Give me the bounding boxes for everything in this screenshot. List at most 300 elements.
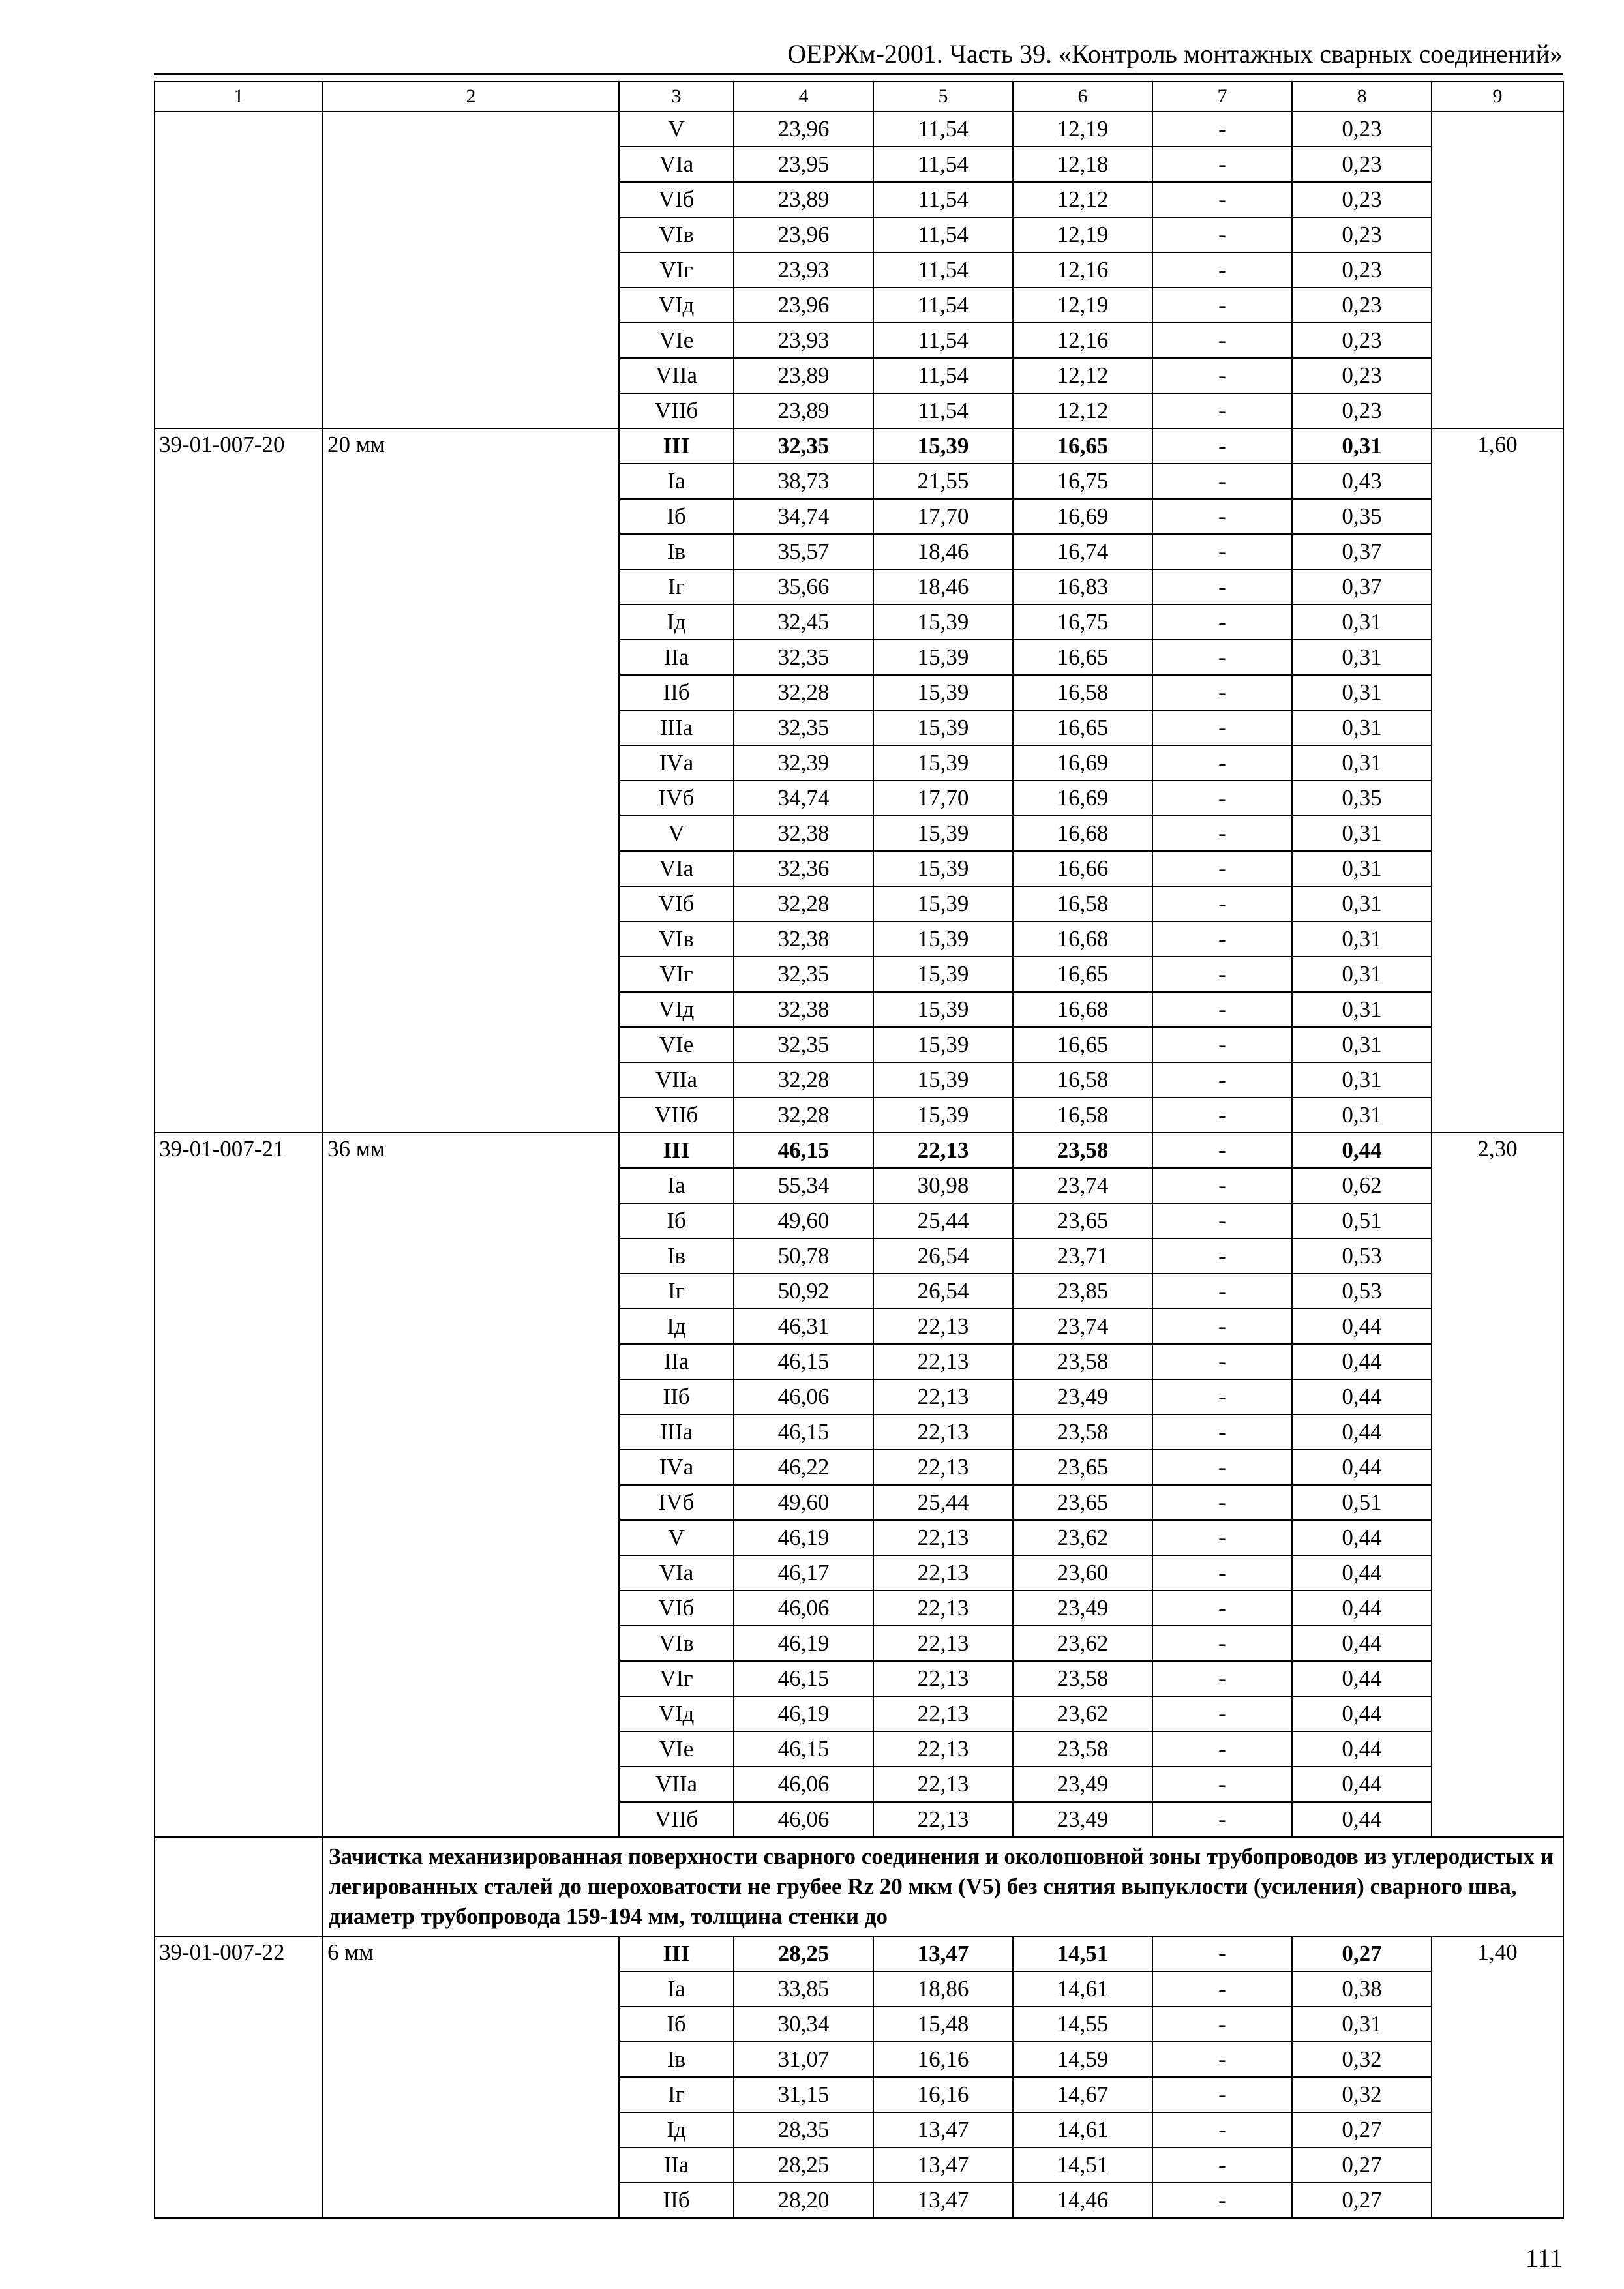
value-cell: Iг xyxy=(619,2077,734,2112)
value-cell: 12,12 xyxy=(1013,182,1152,217)
value-cell: VIе xyxy=(619,1731,734,1767)
value-cell: 46,15 xyxy=(734,1344,873,1379)
code-cell xyxy=(155,992,323,1027)
value-cell: 12,19 xyxy=(1013,112,1152,147)
value-cell: 0,31 xyxy=(1292,886,1432,921)
col9-cell xyxy=(1432,147,1563,182)
value-cell: - xyxy=(1152,1971,1292,2007)
value-cell: 16,65 xyxy=(1013,428,1152,464)
value-cell: 22,13 xyxy=(873,1802,1013,1837)
desc-cell xyxy=(323,393,619,428)
table-row xyxy=(155,605,1563,640)
value-cell: - xyxy=(1152,1450,1292,1485)
table-row xyxy=(155,217,1563,252)
value-cell: 35,57 xyxy=(734,534,873,569)
table-row xyxy=(155,569,1563,605)
table-row xyxy=(155,1555,1563,1591)
value-cell: - xyxy=(1152,992,1292,1027)
value-cell: 15,39 xyxy=(873,710,1013,745)
code-cell xyxy=(155,1274,323,1309)
code-cell xyxy=(155,182,323,217)
desc-cell xyxy=(323,147,619,182)
code-cell xyxy=(155,2042,323,2077)
desc-cell xyxy=(323,288,619,323)
value-cell: 0,37 xyxy=(1292,534,1432,569)
value-cell: - xyxy=(1152,217,1292,252)
code-cell xyxy=(155,1626,323,1661)
value-cell: 0,23 xyxy=(1292,147,1432,182)
value-cell: IVб xyxy=(619,781,734,816)
value-cell: 31,15 xyxy=(734,2077,873,2112)
value-cell: - xyxy=(1152,1661,1292,1696)
value-cell: IVа xyxy=(619,745,734,781)
code-cell xyxy=(155,534,323,569)
desc-cell xyxy=(323,1520,619,1555)
code-cell xyxy=(155,1591,323,1626)
value-cell: 0,23 xyxy=(1292,323,1432,358)
col9-cell xyxy=(1432,1450,1563,1485)
value-cell: VIв xyxy=(619,1626,734,1661)
value-cell: 21,55 xyxy=(873,464,1013,499)
value-cell: 0,31 xyxy=(1292,640,1432,675)
value-cell: - xyxy=(1152,428,1292,464)
col9-cell xyxy=(1432,1696,1563,1731)
col9-cell xyxy=(1432,1168,1563,1203)
value-cell: 22,13 xyxy=(873,1344,1013,1379)
col9-cell xyxy=(1432,2007,1563,2042)
value-cell: 22,13 xyxy=(873,1731,1013,1767)
code-cell xyxy=(155,781,323,816)
value-cell: 23,49 xyxy=(1013,1802,1152,1837)
table-row xyxy=(155,1802,1563,1837)
value-cell: 12,18 xyxy=(1013,147,1152,182)
value-cell: 0,23 xyxy=(1292,112,1432,147)
value-cell: VIг xyxy=(619,957,734,992)
code-cell xyxy=(155,675,323,710)
value-cell: 0,35 xyxy=(1292,499,1432,534)
value-cell: Iг xyxy=(619,569,734,605)
value-cell: 13,47 xyxy=(873,2147,1013,2183)
value-cell: 26,54 xyxy=(873,1238,1013,1274)
value-cell: V xyxy=(619,112,734,147)
value-cell: 49,60 xyxy=(734,1203,873,1238)
desc-cell xyxy=(323,2077,619,2112)
value-cell: 12,12 xyxy=(1013,358,1152,393)
desc-cell xyxy=(323,710,619,745)
value-cell: 15,39 xyxy=(873,851,1013,886)
col9-cell xyxy=(1432,1661,1563,1696)
value-cell: - xyxy=(1152,534,1292,569)
value-cell: 23,65 xyxy=(1013,1203,1152,1238)
column-number: 5 xyxy=(873,82,1013,112)
value-cell: 0,31 xyxy=(1292,1062,1432,1098)
desc-cell xyxy=(323,992,619,1027)
table-row xyxy=(155,252,1563,288)
value-cell: 13,47 xyxy=(873,2112,1013,2147)
value-cell: VIа xyxy=(619,1555,734,1591)
col9-cell xyxy=(1432,1027,1563,1062)
code-cell xyxy=(155,1802,323,1837)
table-row xyxy=(155,1168,1563,1203)
value-cell: 32,45 xyxy=(734,605,873,640)
value-cell: VIIа xyxy=(619,1062,734,1098)
desc-cell xyxy=(323,851,619,886)
col9-cell xyxy=(1432,710,1563,745)
col9-cell xyxy=(1432,288,1563,323)
value-cell: 18,86 xyxy=(873,1971,1013,2007)
desc-cell xyxy=(323,464,619,499)
value-cell: 23,60 xyxy=(1013,1555,1152,1591)
table-row xyxy=(155,640,1563,675)
value-cell: 12,19 xyxy=(1013,288,1152,323)
value-cell: VIб xyxy=(619,182,734,217)
column-number: 3 xyxy=(619,82,734,112)
value-cell: 0,23 xyxy=(1292,288,1432,323)
table-row xyxy=(155,1971,1563,2007)
value-cell: VIIа xyxy=(619,1767,734,1802)
value-cell: 15,39 xyxy=(873,675,1013,710)
desc-cell xyxy=(323,1309,619,1344)
value-cell: - xyxy=(1152,886,1292,921)
value-cell: 12,12 xyxy=(1013,393,1152,428)
table-row xyxy=(155,675,1563,710)
value-cell: 46,22 xyxy=(734,1450,873,1485)
code-cell xyxy=(155,640,323,675)
code-cell xyxy=(155,851,323,886)
table-row xyxy=(155,851,1563,886)
desc-cell xyxy=(323,1027,619,1062)
desc-cell xyxy=(323,640,619,675)
code-cell xyxy=(155,1414,323,1450)
value-cell: 23,49 xyxy=(1013,1767,1152,1802)
value-cell: - xyxy=(1152,1414,1292,1450)
col9-cell xyxy=(1432,640,1563,675)
code-cell xyxy=(155,2147,323,2183)
value-cell: 12,16 xyxy=(1013,252,1152,288)
column-number-row xyxy=(155,82,1563,112)
value-cell: Iа xyxy=(619,1168,734,1203)
value-cell: VIIа xyxy=(619,358,734,393)
value-cell: - xyxy=(1152,1485,1292,1520)
col9-cell: 1,40 xyxy=(1432,1936,1563,1971)
value-cell: 0,27 xyxy=(1292,2183,1432,2218)
code-cell xyxy=(155,886,323,921)
table-row xyxy=(155,288,1563,323)
code-cell xyxy=(155,1661,323,1696)
desc-cell xyxy=(323,1098,619,1133)
value-cell: - xyxy=(1152,640,1292,675)
value-cell: - xyxy=(1152,499,1292,534)
desc-cell xyxy=(323,1274,619,1309)
value-cell: 0,23 xyxy=(1292,182,1432,217)
value-cell: 14,61 xyxy=(1013,1971,1152,2007)
value-cell: 31,07 xyxy=(734,2042,873,2077)
value-cell: 30,34 xyxy=(734,2007,873,2042)
col9-cell xyxy=(1432,534,1563,569)
col9-cell xyxy=(1432,1238,1563,1274)
value-cell: 23,58 xyxy=(1013,1731,1152,1767)
table-row xyxy=(155,957,1563,992)
value-cell: 16,68 xyxy=(1013,992,1152,1027)
value-cell: 11,54 xyxy=(873,112,1013,147)
value-cell: 14,46 xyxy=(1013,2183,1152,2218)
value-cell: 35,66 xyxy=(734,569,873,605)
value-cell: 46,19 xyxy=(734,1520,873,1555)
column-number: 7 xyxy=(1152,82,1292,112)
value-cell: 0,23 xyxy=(1292,358,1432,393)
value-cell: 46,06 xyxy=(734,1591,873,1626)
desc-cell xyxy=(323,569,619,605)
value-cell: 0,31 xyxy=(1292,710,1432,745)
value-cell: - xyxy=(1152,1626,1292,1661)
value-cell: 26,54 xyxy=(873,1274,1013,1309)
desc-cell xyxy=(323,2183,619,2218)
value-cell: 28,25 xyxy=(734,1936,873,1971)
desc-cell xyxy=(323,1414,619,1450)
value-cell: 0,44 xyxy=(1292,1626,1432,1661)
code-cell xyxy=(155,745,323,781)
section-description: Зачистка механизированная поверхности сварного соединения и околошовной зоны трубопроводов из углеродистых и легированных сталей до шероховатости не грубее Rz 20 мкм (V5) без снятия выпуклости (усиления) сварного шва, диаметр трубопровода 159-194 мм, толщина стенки до xyxy=(323,1837,1563,1936)
value-cell: 0,44 xyxy=(1292,1696,1432,1731)
value-cell: 0,44 xyxy=(1292,1731,1432,1767)
value-cell: 12,16 xyxy=(1013,323,1152,358)
value-cell: Iа xyxy=(619,1971,734,2007)
value-cell: VIв xyxy=(619,217,734,252)
col9-cell xyxy=(1432,1274,1563,1309)
desc-cell xyxy=(323,1802,619,1837)
col9-cell xyxy=(1432,1520,1563,1555)
value-cell: 0,27 xyxy=(1292,2147,1432,2183)
desc-cell: 20 мм xyxy=(323,428,619,464)
table-row xyxy=(155,1379,1563,1414)
value-cell: 0,31 xyxy=(1292,675,1432,710)
col9-cell xyxy=(1432,112,1563,147)
value-cell: 23,58 xyxy=(1013,1344,1152,1379)
value-cell: - xyxy=(1152,1098,1292,1133)
value-cell: Iд xyxy=(619,2112,734,2147)
value-cell: 15,39 xyxy=(873,886,1013,921)
desc-cell xyxy=(323,2112,619,2147)
value-cell: 15,48 xyxy=(873,2007,1013,2042)
table-row xyxy=(155,534,1563,569)
table-row xyxy=(155,1591,1563,1626)
value-cell: 0,44 xyxy=(1292,1591,1432,1626)
value-cell: 0,38 xyxy=(1292,1971,1432,2007)
desc-cell xyxy=(323,781,619,816)
value-cell: 22,13 xyxy=(873,1520,1013,1555)
value-cell: IIб xyxy=(619,675,734,710)
code-cell xyxy=(155,1309,323,1344)
value-cell: - xyxy=(1152,252,1292,288)
value-cell: 15,39 xyxy=(873,957,1013,992)
table-row xyxy=(155,921,1563,957)
value-cell: 0,35 xyxy=(1292,781,1432,816)
value-cell: 0,23 xyxy=(1292,393,1432,428)
value-cell: 30,98 xyxy=(873,1168,1013,1203)
value-cell: - xyxy=(1152,182,1292,217)
value-cell: 28,25 xyxy=(734,2147,873,2183)
value-cell: Iд xyxy=(619,605,734,640)
col9-cell xyxy=(1432,1485,1563,1520)
desc-cell xyxy=(323,112,619,147)
col9-cell xyxy=(1432,2147,1563,2183)
table-row xyxy=(155,393,1563,428)
value-cell: - xyxy=(1152,1591,1292,1626)
value-cell: 32,28 xyxy=(734,1062,873,1098)
code-cell xyxy=(155,112,323,147)
value-cell: - xyxy=(1152,745,1292,781)
value-cell: - xyxy=(1152,1936,1292,1971)
value-cell: 0,51 xyxy=(1292,1203,1432,1238)
value-cell: VIг xyxy=(619,1661,734,1696)
table-row xyxy=(155,358,1563,393)
code-cell: 39-01-007-21 xyxy=(155,1133,323,1168)
value-cell: 15,39 xyxy=(873,1098,1013,1133)
col9-cell xyxy=(1432,992,1563,1027)
table-row xyxy=(155,1731,1563,1767)
value-cell: - xyxy=(1152,2147,1292,2183)
desc-cell xyxy=(323,2042,619,2077)
desc-cell xyxy=(323,957,619,992)
value-cell: 0,44 xyxy=(1292,1767,1432,1802)
value-cell: 50,78 xyxy=(734,1238,873,1274)
code-cell xyxy=(155,1485,323,1520)
value-cell: - xyxy=(1152,1802,1292,1837)
value-cell: IIб xyxy=(619,1379,734,1414)
code-cell xyxy=(155,358,323,393)
value-cell: 15,39 xyxy=(873,605,1013,640)
value-cell: 18,46 xyxy=(873,534,1013,569)
col9-cell xyxy=(1432,886,1563,921)
value-cell: 17,70 xyxy=(873,781,1013,816)
table-row xyxy=(155,1309,1563,1344)
value-cell: 50,92 xyxy=(734,1274,873,1309)
value-cell: 23,71 xyxy=(1013,1238,1152,1274)
table-row xyxy=(155,1520,1563,1555)
value-cell: 0,31 xyxy=(1292,851,1432,886)
value-cell: 14,61 xyxy=(1013,2112,1152,2147)
value-cell: 23,65 xyxy=(1013,1450,1152,1485)
code-cell xyxy=(155,2112,323,2147)
desc-cell xyxy=(323,217,619,252)
value-cell: 0,53 xyxy=(1292,1238,1432,1274)
value-cell: 0,44 xyxy=(1292,1133,1432,1168)
value-cell: 23,62 xyxy=(1013,1626,1152,1661)
value-cell: 32,38 xyxy=(734,816,873,851)
col9-cell xyxy=(1432,2183,1563,2218)
col9-cell xyxy=(1432,781,1563,816)
value-cell: V xyxy=(619,816,734,851)
value-cell: 23,85 xyxy=(1013,1274,1152,1309)
value-cell: IIа xyxy=(619,640,734,675)
value-cell: 32,35 xyxy=(734,957,873,992)
column-number: 4 xyxy=(734,82,873,112)
value-cell: 15,39 xyxy=(873,992,1013,1027)
value-cell: 32,35 xyxy=(734,1027,873,1062)
col9-cell xyxy=(1432,1767,1563,1802)
value-cell: - xyxy=(1152,147,1292,182)
value-cell: 23,58 xyxy=(1013,1661,1152,1696)
value-cell: 23,58 xyxy=(1013,1133,1152,1168)
value-cell: IIб xyxy=(619,2183,734,2218)
value-cell: IIа xyxy=(619,2147,734,2183)
desc-cell xyxy=(323,1661,619,1696)
value-cell: 12,19 xyxy=(1013,217,1152,252)
col9-cell xyxy=(1432,182,1563,217)
col9-cell xyxy=(1432,816,1563,851)
value-cell: 0,31 xyxy=(1292,428,1432,464)
value-cell: 49,60 xyxy=(734,1485,873,1520)
code-cell xyxy=(155,2007,323,2042)
value-cell: IVа xyxy=(619,1450,734,1485)
value-cell: 23,95 xyxy=(734,147,873,182)
table-row xyxy=(155,182,1563,217)
value-cell: VIв xyxy=(619,921,734,957)
desc-cell xyxy=(323,2007,619,2042)
value-cell: 11,54 xyxy=(873,323,1013,358)
value-cell: 22,13 xyxy=(873,1414,1013,1450)
table-row xyxy=(155,745,1563,781)
column-number: 6 xyxy=(1013,82,1152,112)
value-cell: 32,28 xyxy=(734,675,873,710)
table-row xyxy=(155,992,1563,1027)
value-cell: 32,35 xyxy=(734,710,873,745)
code-cell xyxy=(155,1731,323,1767)
value-cell: - xyxy=(1152,1203,1292,1238)
code-cell xyxy=(155,1238,323,1274)
value-cell: - xyxy=(1152,816,1292,851)
col9-cell xyxy=(1432,1626,1563,1661)
value-cell: - xyxy=(1152,781,1292,816)
code-cell xyxy=(155,1379,323,1414)
desc-cell xyxy=(323,534,619,569)
code-cell xyxy=(155,252,323,288)
value-cell: 0,27 xyxy=(1292,2112,1432,2147)
value-cell: Iв xyxy=(619,1238,734,1274)
table-row xyxy=(155,1238,1563,1274)
desc-cell xyxy=(323,605,619,640)
value-cell: Iб xyxy=(619,1203,734,1238)
desc-cell xyxy=(323,1696,619,1731)
table-row xyxy=(155,781,1563,816)
table-row xyxy=(155,1203,1563,1238)
table-row xyxy=(155,1661,1563,1696)
value-cell: 32,39 xyxy=(734,745,873,781)
value-cell: 23,74 xyxy=(1013,1168,1152,1203)
col9-cell xyxy=(1432,605,1563,640)
desc-cell xyxy=(323,1626,619,1661)
table-row xyxy=(155,1414,1563,1450)
value-cell: 0,44 xyxy=(1292,1450,1432,1485)
value-cell: - xyxy=(1152,1520,1292,1555)
value-cell: 23,89 xyxy=(734,182,873,217)
value-cell: 0,23 xyxy=(1292,217,1432,252)
value-cell: 32,35 xyxy=(734,428,873,464)
value-cell: 0,31 xyxy=(1292,816,1432,851)
value-cell: 16,83 xyxy=(1013,569,1152,605)
value-cell: 23,49 xyxy=(1013,1379,1152,1414)
value-cell: 17,70 xyxy=(873,499,1013,534)
value-cell: - xyxy=(1152,921,1292,957)
section-description-row xyxy=(155,1837,1563,1936)
table-row xyxy=(155,1767,1563,1802)
value-cell: 22,13 xyxy=(873,1661,1013,1696)
desc-cell xyxy=(323,1168,619,1203)
value-cell: 16,65 xyxy=(1013,640,1152,675)
value-cell: 0,44 xyxy=(1292,1520,1432,1555)
table-row xyxy=(155,1027,1563,1062)
desc-cell xyxy=(323,1379,619,1414)
